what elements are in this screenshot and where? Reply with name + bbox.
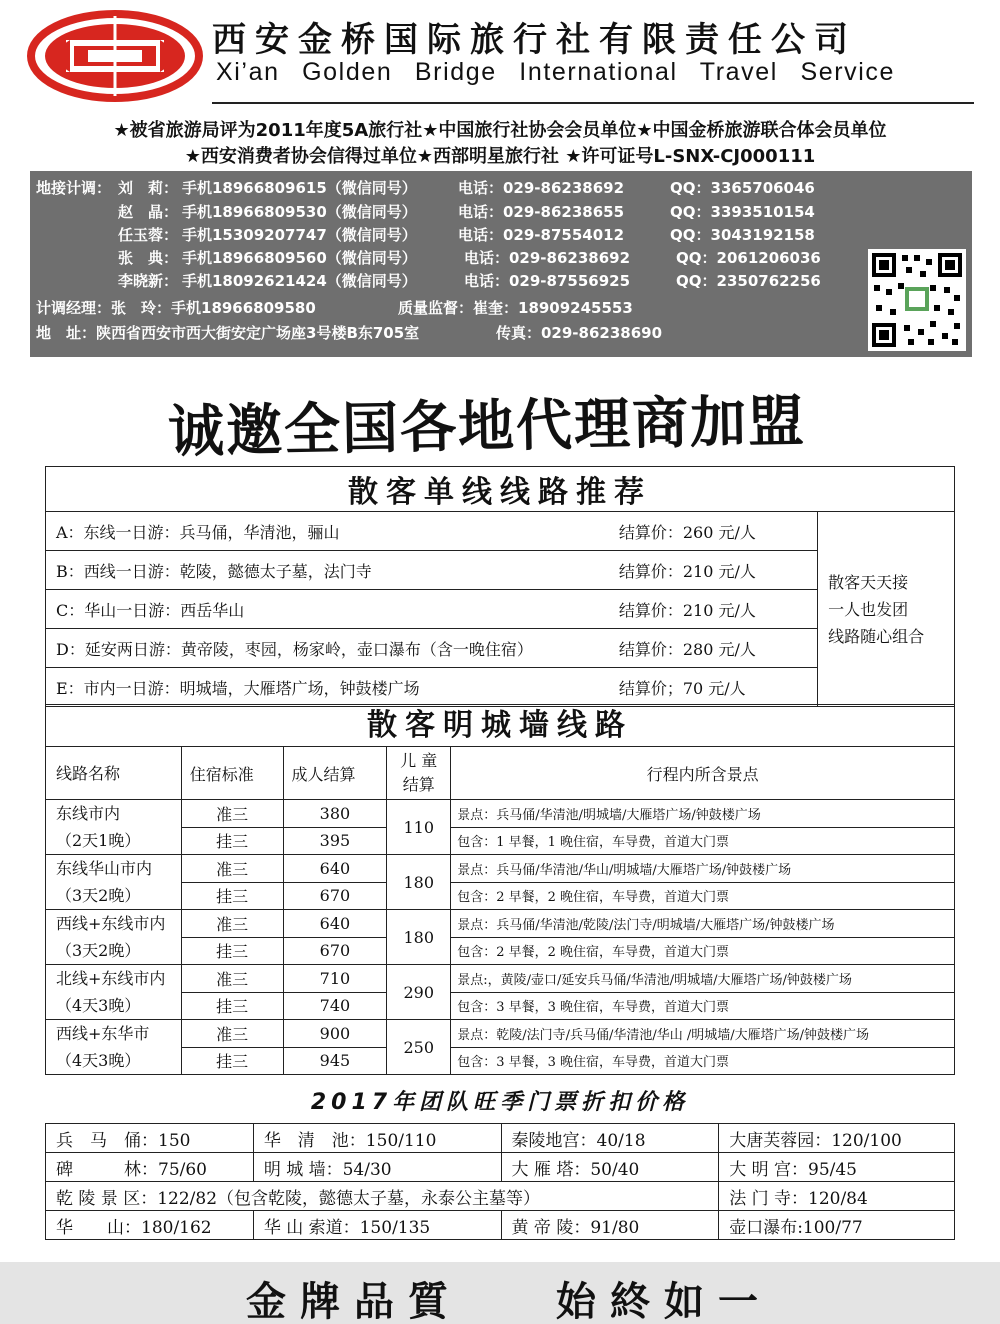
adult-price: 945 bbox=[283, 1047, 387, 1075]
route-name bbox=[46, 1020, 182, 1075]
table-row bbox=[46, 910, 955, 938]
contact-phone: 电话：029-87554012 bbox=[458, 226, 625, 244]
ticket-cell: 大 雁 塔：50/40 bbox=[501, 1153, 719, 1182]
table-row bbox=[46, 1211, 955, 1240]
ticket-prices-title: 2017年团队旺季门票折扣价格 bbox=[310, 1090, 690, 1115]
contact-qq: QQ：3043192158 bbox=[670, 226, 815, 244]
adult-price: 380 bbox=[283, 800, 387, 828]
contact-name: 任玉蓉： bbox=[118, 226, 179, 244]
ticket-cell-wide: 乾 陵 景 区：122/82（包含乾陵，懿德太子墓，永泰公主墓等） bbox=[46, 1182, 719, 1211]
route-spots: 景点:，黄陵/壶口/延安兵马俑/华清池/明城墙/大雁塔广场/钟鼓楼广场 bbox=[451, 965, 955, 993]
contact-phone: 电话：029-86238655 bbox=[458, 203, 625, 221]
contact-mobile: 手机18966809615（微信同号） bbox=[182, 179, 417, 197]
contact-name: 张 典： bbox=[118, 249, 179, 267]
route-includes: 包含：1 早餐，1 晚住宿，车导费，首道大门票 bbox=[451, 827, 955, 855]
ticket-cell: 秦陵地宫：40/18 bbox=[501, 1124, 719, 1153]
ticket-cell: 法 门 寺：120/84 bbox=[719, 1182, 955, 1211]
ticket-cell: 明 城 墙：54/30 bbox=[253, 1153, 501, 1182]
table-row bbox=[46, 827, 955, 855]
contact-mobile: 手机15309207747（微信同号） bbox=[182, 226, 417, 244]
contact-name: 李晓新： bbox=[118, 272, 179, 290]
ticket-cell: 华 清 池：150/110 bbox=[253, 1124, 501, 1153]
ticket-prices-table bbox=[45, 1123, 955, 1240]
route-name: C：华山一日游：西岳华山 bbox=[46, 590, 615, 629]
qr-code bbox=[868, 249, 966, 351]
ticket-cell: 碑 林：75/60 bbox=[46, 1153, 254, 1182]
route-name-line2: （4天3晚） bbox=[56, 996, 141, 1015]
header-adult: 成人结算 bbox=[283, 747, 387, 800]
header-hotel: 住宿标准 bbox=[181, 747, 283, 800]
hotel-standard: 准三 bbox=[181, 965, 283, 993]
honors-block bbox=[0, 118, 1000, 170]
route-name bbox=[46, 800, 182, 855]
route-spots: 景点：兵马俑/华清池/华山/明城墙/大雁塔广场/钟鼓楼广场 bbox=[451, 855, 955, 883]
table-row bbox=[46, 882, 955, 910]
contact-qq: QQ：3365706046 bbox=[670, 179, 815, 197]
route-name bbox=[46, 855, 182, 910]
contact-name: 刘 莉： bbox=[118, 179, 179, 197]
header-child-line2: 结算 bbox=[402, 775, 435, 794]
single-routes-table bbox=[45, 466, 955, 707]
header-child-line1: 儿 童 bbox=[400, 751, 438, 770]
ticket-cell: 华 山 索道：150/135 bbox=[253, 1211, 501, 1240]
route-price: 结算价：210 元/人 bbox=[615, 551, 818, 590]
contact-qq: QQ：2061206036 bbox=[676, 249, 821, 267]
hotel-standard: 挂三 bbox=[181, 882, 283, 910]
hotel-standard: 挂三 bbox=[181, 1047, 283, 1075]
route-name: B：西线一日游：乾陵，懿德太子墓，法门寺 bbox=[46, 551, 615, 590]
side-note-line: 散客天天接 bbox=[828, 572, 909, 592]
adult-price: 640 bbox=[283, 910, 387, 938]
contact-mobile: 手机18966809530（微信同号） bbox=[182, 203, 417, 221]
header-child bbox=[387, 747, 451, 800]
route-name: E：市内一日游：明城墙，大雁塔广场，钟鼓楼广场 bbox=[46, 668, 615, 707]
route-price: 结算价：280 元/人 bbox=[615, 629, 818, 668]
hotel-standard: 挂三 bbox=[181, 827, 283, 855]
route-name: D：延安两日游：黄帝陵，枣园，杨家岭，壶口瀑布（含一晚住宿） bbox=[46, 629, 615, 668]
table-row bbox=[46, 1153, 955, 1182]
hotel-standard: 挂三 bbox=[181, 937, 283, 965]
ticket-cell: 壶口瀑布:100/77 bbox=[719, 1211, 955, 1240]
route-name-line2: （3天2晚） bbox=[56, 941, 141, 960]
route-includes: 包含：3 早餐，3 晚住宿，车导费，首道大门票 bbox=[451, 1047, 955, 1075]
child-price: 110 bbox=[387, 800, 451, 855]
route-name bbox=[46, 965, 182, 1020]
footer-slogan-right: 始終如一 bbox=[556, 1278, 772, 1324]
honors-line-2: ★西安消费者协会信得过单位★西部明星旅行社 ★许可证号L-SNX-CJ000111 bbox=[184, 146, 816, 167]
hotel-standard: 挂三 bbox=[181, 992, 283, 1020]
route-spots: 景点：兵马俑/华清池/乾陵/法门寺/明城墙/大雁塔广场/钟鼓楼广场 bbox=[451, 910, 955, 938]
contact-label-local: 地接计调： bbox=[36, 179, 112, 197]
child-price: 250 bbox=[387, 1020, 451, 1075]
route-name-line2: （4天3晚） bbox=[56, 1051, 141, 1070]
route-price: 结算价：210 元/人 bbox=[615, 590, 818, 629]
ticket-cell: 大唐芙蓉园：120/100 bbox=[719, 1124, 955, 1153]
adult-price: 395 bbox=[283, 827, 387, 855]
contact-fax: 传真：029-86238690 bbox=[496, 324, 663, 342]
adult-price: 640 bbox=[283, 855, 387, 883]
adult-price: 670 bbox=[283, 882, 387, 910]
hotel-standard: 准三 bbox=[181, 855, 283, 883]
contact-qq: QQ：2350762256 bbox=[676, 272, 821, 290]
wall-routes-grid bbox=[45, 746, 955, 1075]
route-name-line2: （2天1晚） bbox=[56, 831, 141, 850]
contact-phone: 电话：029-87556925 bbox=[464, 272, 631, 290]
child-price: 180 bbox=[387, 910, 451, 965]
contact-qq: QQ：3393510154 bbox=[670, 203, 815, 221]
route-name bbox=[46, 910, 182, 965]
route-spots: 景点：乾陵/法门寺/兵马俑/华清池/华山 /明城墙/大雁塔广场/钟鼓楼广场 bbox=[451, 1020, 955, 1048]
child-price: 180 bbox=[387, 855, 451, 910]
footer-band bbox=[0, 1262, 1000, 1324]
route-includes: 包含：2 早餐，2 晚住宿，车导费，首道大门票 bbox=[451, 937, 955, 965]
company-name-en: Xi’an Golden Bridge International Travel Service bbox=[216, 58, 896, 86]
table-header-row bbox=[46, 747, 955, 800]
honors-line-1: ★被省旅游局评为2011年度5A旅行社★中国旅行社协会会员单位★中国金桥旅游联合体会员单位 bbox=[113, 120, 887, 141]
adult-price: 900 bbox=[283, 1020, 387, 1048]
contact-manager: 计调经理：张 玲：手机18966809580 bbox=[36, 299, 316, 317]
hotel-standard: 准三 bbox=[181, 800, 283, 828]
single-routes-title: 散客单线线路推荐 bbox=[46, 467, 955, 512]
table-row bbox=[46, 1182, 955, 1211]
adult-price: 710 bbox=[283, 965, 387, 993]
contact-supervisor: 质量监督：崔奎：18909245553 bbox=[398, 299, 633, 317]
contact-address: 地 址：陕西省西安市西大街安定广场座3号楼B东705室 bbox=[36, 324, 420, 342]
contact-phone: 电话：029-86238692 bbox=[464, 249, 631, 267]
contact-mobile: 手机18966809560（微信同号） bbox=[182, 249, 417, 267]
ticket-cell: 大 明 宫：95/45 bbox=[719, 1153, 955, 1182]
hotel-standard: 准三 bbox=[181, 1020, 283, 1048]
route-name-line1: 西线+东线市内 bbox=[56, 914, 166, 933]
route-name-line1: 西线+东华市 bbox=[56, 1024, 150, 1043]
route-price: 结算价：260 元/人 bbox=[615, 512, 818, 551]
table-row bbox=[46, 1047, 955, 1075]
ticket-cell: 黄 帝 陵：91/80 bbox=[501, 1211, 719, 1240]
contact-name: 赵 晶： bbox=[118, 203, 179, 221]
table-row bbox=[46, 1020, 955, 1048]
route-name-line1: 东线市内 bbox=[56, 804, 121, 823]
wall-routes-title: 散客明城墙线路 bbox=[45, 704, 955, 746]
route-name-line2: （3天2晚） bbox=[56, 886, 141, 905]
ticket-cell: 兵 马 俑：150 bbox=[46, 1124, 254, 1153]
route-name-line1: 北线+东线市内 bbox=[56, 969, 166, 988]
side-note-line: 一人也发团 bbox=[828, 599, 909, 619]
contact-phone: 电话：029-86238692 bbox=[458, 179, 625, 197]
footer-slogan-left: 金牌品質 bbox=[246, 1278, 462, 1324]
adult-price: 670 bbox=[283, 937, 387, 965]
table-row bbox=[46, 855, 955, 883]
route-includes: 包含：2 早餐，2 晚住宿，车导费，首道大门票 bbox=[451, 882, 955, 910]
route-includes: 包含：3 早餐，3 晚住宿，车导费，首道大门票 bbox=[451, 992, 955, 1020]
adult-price: 740 bbox=[283, 992, 387, 1020]
route-name-line1: 东线华山市内 bbox=[56, 859, 153, 878]
table-row bbox=[46, 992, 955, 1020]
header-spots: 行程内所含景点 bbox=[451, 747, 955, 800]
side-note-line: 线路随心组合 bbox=[828, 626, 925, 646]
table-row bbox=[46, 965, 955, 993]
contact-mobile: 手机18092621424（微信同号） bbox=[182, 272, 417, 290]
hotel-standard: 准三 bbox=[181, 910, 283, 938]
route-side-note bbox=[818, 512, 955, 707]
child-price: 290 bbox=[387, 965, 451, 1020]
company-logo bbox=[26, 10, 204, 102]
company-name-cn: 西安金桥国际旅行社有限责任公司 bbox=[212, 20, 857, 60]
header-route-name: 线路名称 bbox=[46, 747, 182, 800]
table-row bbox=[46, 937, 955, 965]
header-divider bbox=[212, 102, 974, 104]
route-spots: 景点：兵马俑/华清池/明城墙/大雁塔广场/钟鼓楼广场 bbox=[451, 800, 955, 828]
contact-panel bbox=[30, 171, 972, 357]
recruit-slogan: 诚邀全国各地代理商加盟 bbox=[167, 387, 807, 466]
table-row bbox=[46, 512, 955, 551]
table-row bbox=[46, 1124, 955, 1153]
table-row bbox=[46, 800, 955, 828]
ticket-cell: 华 山：180/162 bbox=[46, 1211, 254, 1240]
route-price: 结算价；70 元/人 bbox=[615, 668, 818, 707]
route-name: A：东线一日游：兵马俑，华清池，骊山 bbox=[46, 512, 615, 551]
